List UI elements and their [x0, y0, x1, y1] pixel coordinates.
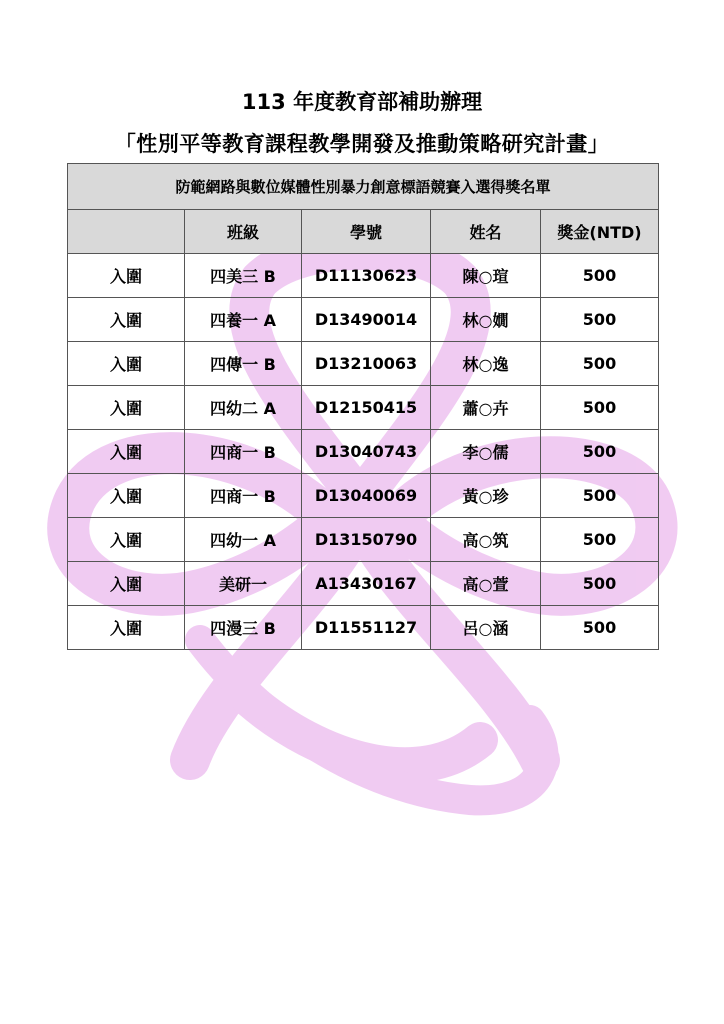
student-id-cell: D12150415: [302, 386, 431, 430]
name-cell: 高○筑: [431, 518, 541, 562]
table-row: [68, 386, 659, 430]
class-cell: 四商一 B: [185, 430, 302, 474]
column-header-class: 班級: [185, 210, 302, 254]
name-cell: 林○逸: [431, 342, 541, 386]
name-cell: 林○嫺: [431, 298, 541, 342]
class-cell: 四美三 B: [185, 254, 302, 298]
column-header-status: [68, 210, 185, 254]
prize-cell: 500: [541, 342, 659, 386]
status-cell: 入圍: [68, 298, 185, 342]
student-id-cell: D13040743: [302, 430, 431, 474]
prize-cell: 500: [541, 606, 659, 650]
name-cell: 陳○瑄: [431, 254, 541, 298]
table-row: [68, 254, 659, 298]
table-row: [68, 298, 659, 342]
class-cell: 四漫三 B: [185, 606, 302, 650]
status-cell: 入圍: [68, 562, 185, 606]
prize-cell: 500: [541, 430, 659, 474]
table-header-row: [68, 210, 659, 254]
table-caption: 防範網路與數位媒體性別暴力創意標語競賽入選得獎名單: [68, 164, 659, 210]
prize-cell: 500: [541, 298, 659, 342]
class-cell: 四傳一 B: [185, 342, 302, 386]
student-id-cell: D13040069: [302, 474, 431, 518]
prize-cell: 500: [541, 562, 659, 606]
prize-cell: 500: [541, 518, 659, 562]
table-row: [68, 430, 659, 474]
document-title: 113 年度教育部補助辦理: [241, 90, 483, 114]
student-id-cell: D11130623: [302, 254, 431, 298]
class-cell: 四養一 A: [185, 298, 302, 342]
column-header-prize: 獎金(NTD): [541, 210, 659, 254]
student-id-cell: D11551127: [302, 606, 431, 650]
prize-cell: 500: [541, 474, 659, 518]
column-header-name: 姓名: [431, 210, 541, 254]
student-id-cell: D13150790: [302, 518, 431, 562]
project-title: 「性別平等教育課程教學開發及推動策略研究計畫」: [114, 132, 610, 156]
student-id-cell: A13430167: [302, 562, 431, 606]
table-row: [68, 342, 659, 386]
name-cell: 高○萱: [431, 562, 541, 606]
table-row: [68, 606, 659, 650]
status-cell: 入圍: [68, 474, 185, 518]
student-id-cell: D13210063: [302, 342, 431, 386]
status-cell: 入圍: [68, 342, 185, 386]
class-cell: 美研一: [185, 562, 302, 606]
name-cell: 李○儒: [431, 430, 541, 474]
status-cell: 入圍: [68, 518, 185, 562]
status-cell: 入圍: [68, 254, 185, 298]
class-cell: 四幼二 A: [185, 386, 302, 430]
name-cell: 蕭○卉: [431, 386, 541, 430]
name-cell: 呂○涵: [431, 606, 541, 650]
class-cell: 四商一 B: [185, 474, 302, 518]
student-id-cell: D13490014: [302, 298, 431, 342]
class-cell: 四幼一 A: [185, 518, 302, 562]
table-row: [68, 474, 659, 518]
status-cell: 入圍: [68, 606, 185, 650]
status-cell: 入圍: [68, 430, 185, 474]
name-cell: 黃○珍: [431, 474, 541, 518]
table-row: [68, 518, 659, 562]
award-table: [67, 163, 659, 650]
column-header-student-id: 學號: [302, 210, 431, 254]
status-cell: 入圍: [68, 386, 185, 430]
prize-cell: 500: [541, 386, 659, 430]
prize-cell: 500: [541, 254, 659, 298]
table-row: [68, 562, 659, 606]
